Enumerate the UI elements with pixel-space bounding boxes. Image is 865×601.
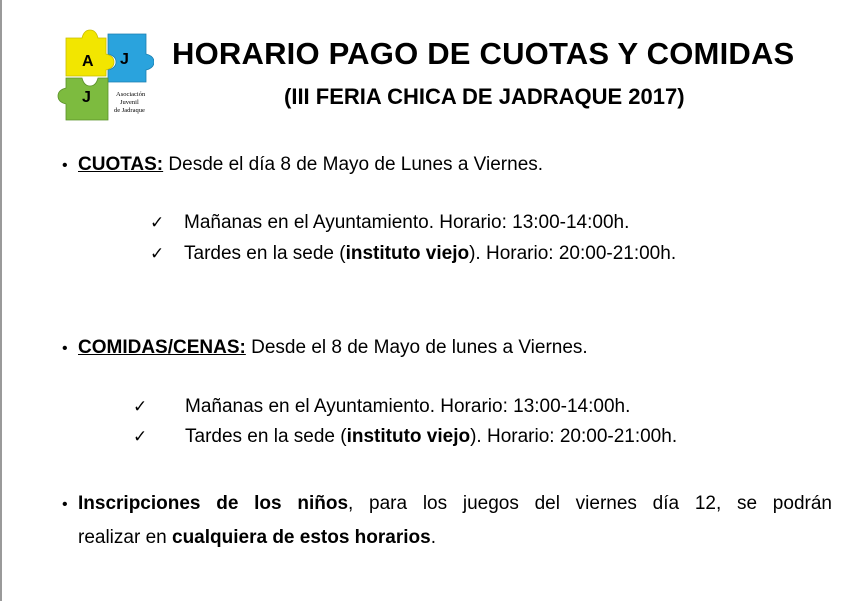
- list-item: [133, 426, 677, 448]
- note-bold-2: cualquiera de estos horarios: [172, 527, 431, 548]
- list-item-bold: instituto viejo: [346, 426, 471, 447]
- section-heading: CUOTAS:: [78, 154, 164, 175]
- note-text-1: , para los juegos del viernes día 12, se podrán: [348, 493, 832, 514]
- note-line-1: [62, 487, 832, 521]
- logo-text-line-1: Asociación: [116, 91, 146, 98]
- list-item: [150, 212, 629, 234]
- association-logo: [54, 24, 154, 124]
- list-item-text: Mañanas en el Ayuntamiento. Horario: 13:00-14:00h.: [184, 212, 630, 233]
- note-text-2: realizar en: [78, 527, 172, 548]
- puzzle-piece-blue: [108, 34, 154, 82]
- checkmark-icon: ✓: [133, 427, 148, 446]
- section-text: Desde el 8 de Mayo de lunes a Viernes.: [245, 337, 588, 358]
- logo-letter-j-bottom: J: [82, 89, 91, 106]
- page-subtitle: (III FERIA CHICA DE JADRAQUE 2017): [284, 84, 685, 109]
- list-item-text: Tardes en la sede (: [184, 243, 346, 264]
- list-item-text-end: ). Horario: 20:00-21:00h.: [470, 426, 678, 447]
- page-left-border: [0, 0, 2, 601]
- list-item-text: Tardes en la sede (: [185, 426, 347, 447]
- checkmark-icon: ✓: [150, 244, 165, 263]
- list-item: [133, 396, 630, 418]
- note-line-2: [62, 521, 832, 554]
- section-comidas: [62, 337, 588, 359]
- section-text: Desde el día 8 de Mayo de Lunes a Viernes.: [163, 154, 544, 175]
- page-title: HORARIO PAGO DE CUOTAS Y COMIDAS: [172, 36, 795, 71]
- logo-text-line-3: de Jadraque: [114, 107, 145, 114]
- inscriptions-note: [62, 487, 832, 554]
- logo-letter-a: A: [82, 53, 94, 70]
- logo-text-line-2: Juvenil: [120, 99, 139, 106]
- checkmark-icon: ✓: [133, 397, 148, 416]
- section-heading: COMIDAS/CENAS:: [78, 337, 246, 358]
- logo-letter-j-top: J: [120, 51, 129, 68]
- checkmark-icon: ✓: [150, 213, 165, 232]
- note-text-3: .: [430, 527, 436, 548]
- section-cuotas: [62, 154, 543, 176]
- list-item-text: Mañanas en el Ayuntamiento. Horario: 13:00-14:00h.: [185, 396, 631, 417]
- list-item: [150, 243, 676, 265]
- list-item-bold: instituto viejo: [345, 243, 470, 264]
- bullet-icon: •: [62, 340, 68, 357]
- bullet-icon: •: [62, 496, 68, 513]
- bullet-icon: •: [62, 157, 68, 174]
- list-item-text-end: ). Horario: 20:00-21:00h.: [469, 243, 677, 264]
- note-bold-1: Inscripciones de los niños: [78, 493, 349, 514]
